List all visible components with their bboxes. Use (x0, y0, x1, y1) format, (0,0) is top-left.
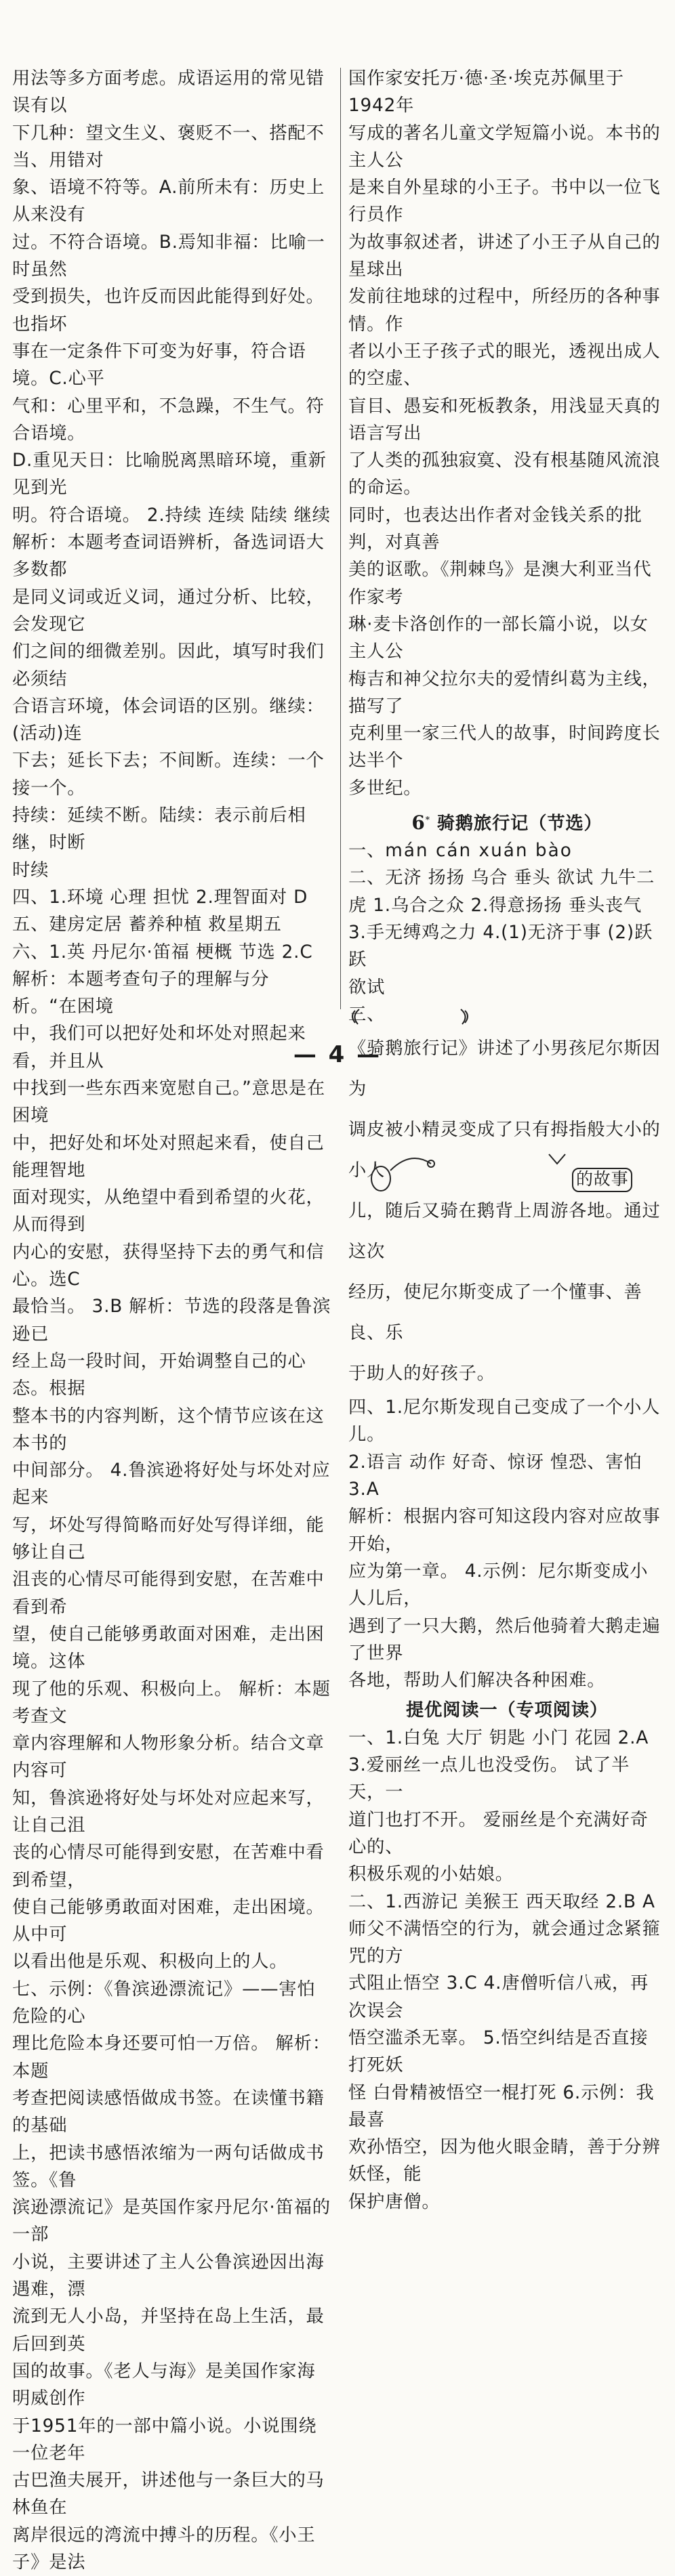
text-line: 整本书的内容判断，这个情节应该在这本书的 (12, 1406, 325, 1454)
text-line: 合语言环境，体会词语的区别。继续：(活动)连 (12, 696, 325, 744)
left-column (12, 65, 332, 2576)
mark-line: 于助人的好孩子。 (348, 1364, 495, 1385)
page-number: — 4 — (293, 1041, 382, 1068)
answer-line: 3.手无缚鸡之力 4.(1)无济于事 (2)跃跃 (348, 922, 653, 971)
answer-line: 应为第一章。 4.示例：尼尔斯变成小人儿后， (348, 1561, 649, 1609)
right-column-intro (348, 65, 666, 802)
text-line: 经上岛一段时间，开始调整自己的心态。根据 (12, 1351, 306, 1399)
text-line: 师父不满悟空的行为，就会通过念紧箍咒的方 (348, 1918, 661, 1967)
text-line: 现了他的乐观、积极向上。 解析：本题考查文 (12, 1678, 331, 1727)
section-6-q4 (348, 1394, 666, 1694)
text-line: 保护唐僧。 (348, 2191, 441, 2212)
reading-section-answers (348, 1725, 666, 2216)
text-line: 积极乐观的小姑娘。 (348, 1864, 514, 1885)
text-line: 内心的安慰，获得坚持下去的勇气和信心。选C (12, 1242, 325, 1290)
text-line: 式阻止悟空 3.C 4.唐僧听信八戒，再次误会 (348, 1973, 649, 2021)
text-line: 滨逊漂流记》是英国作家丹尼尔·笛福的一部 (12, 2197, 331, 2245)
reading-section-title: 提优阅读一（专项阅读） (405, 1699, 609, 1721)
text-line: 梅吉和神父拉尔夫的爱情纠葛为主线，描写了 (348, 669, 661, 717)
answer-line: 二、无济 扬扬 乌合 垂头 欲试 九牛二 (348, 868, 655, 889)
text-line: 四、1.环境 心理 担忧 2.理智面对 D (12, 887, 308, 908)
text-line: 五、建房定居 蓄养种植 救星期五 (12, 914, 282, 935)
text-line: 受到损失，也许反而因此能得到好处。也指坏 (12, 287, 325, 335)
text-line: 考查把阅读感悟做成书签。在读懂书籍的基础 (12, 2088, 325, 2136)
text-line: 面对现实，从绝望中看到希望的火花，从而得到 (12, 1187, 325, 1236)
text-line: 流到无人小岛，并坚持在岛上生活，最后回到英 (12, 2306, 325, 2355)
text-line: 多世纪。 (348, 778, 422, 799)
insert-mark-box: 的故事 (572, 1168, 632, 1192)
text-line: 中间部分。 4.鲁滨逊将好处与坏处对应起来 (12, 1460, 331, 1508)
text-line: 3.爱丽丝一点儿也没受伤。 试了半天，一 (348, 1755, 630, 1803)
text-line: 古巴渔夫展开，讲述他与一条巨大的马林鱼在 (12, 2470, 325, 2518)
text-line: 使自己能够勇敢面对困难，走出困境。从中可 (12, 1897, 325, 1945)
answer-line: 欲试 (348, 977, 386, 998)
pinyin-answer: mán cán xuán bào (385, 841, 573, 862)
text-line: 望，使自己能够勇敢面对困难，走出困境。这体 (12, 1624, 325, 1672)
answer-line: 遇到了一只大鹅，然后他骑着大鹅走遍了世界 (348, 1616, 661, 1664)
text-line: 离岸很远的湾流中搏斗的历程。《小王子》是法 (12, 2525, 316, 2573)
mark-line: 《骑鹅旅行记》讲述了小男孩尼尔斯因为 (348, 1038, 661, 1100)
text-line: 明。符合语境。 2.持续 连续 陆续 继续 (12, 505, 331, 526)
text-line: 章内容理解和人物形象分析。结合文章内容可 (12, 1733, 325, 1781)
text-line: 克利里一家三代人的故事，时间跨度长达半个 (348, 723, 661, 772)
text-line: 欢孙悟空，因为他火眼金睛，善于分辨妖怪，能 (348, 2137, 661, 2185)
text-line: 盲目、愚妄和死板教条，用浅显天真的语言写出 (348, 396, 661, 444)
text-line: 国的故事。《老人与海》是美国作家海明威创作 (12, 2361, 316, 2409)
text-line: 者以小王子孩子式的眼光，透视出成人的空虚、 (348, 341, 661, 389)
text-line: 中找到一些东西来宽慰自己。”意思是在困境 (12, 1078, 325, 1126)
text-line: 六、1.英 丹尼尔·笛福 梗概 节选 2.C (12, 942, 313, 963)
text-line: 道门也打不开。 爱丽丝是个充满好奇心的、 (348, 1809, 649, 1857)
text-line: 了人类的孤独寂寞、没有根基随风流浪的命运。 (348, 450, 661, 499)
answer-line: 2.语言 动作 好奇、惊讶 惶恐、害怕 3.A (348, 1452, 642, 1500)
text-line: 们之间的细微差别。因此，填写时我们必须结 (12, 641, 325, 690)
text-line: 二、1.西游记 美猴王 西天取经 2.B A (348, 1891, 655, 1912)
text-line: 用法等多方面考虑。成语运用的常见错误有以 (12, 68, 325, 117)
text-line: 解析：本题考查句子的理解与分析。“在困境 (12, 969, 270, 1017)
answer-line: 虎 1.乌合之众 2.得意扬扬 垂头丧气 (348, 895, 642, 916)
text-line: 写，坏处写得简略而好处写得详细，能够让自己 (12, 1515, 325, 1563)
mark-line: 调皮被小精灵变成了只有拇指般大小的小人 (348, 1120, 661, 1181)
text-line: 发前往地球的过程中，所经历的各种事情。作 (348, 287, 661, 335)
text-line: 是同义词或近义词，通过分析、比较，会发现它 (12, 587, 325, 635)
text-line: 中，我们可以把好处和坏处对照起来看，并且从 (12, 1023, 306, 1072)
mark-line: 经历，使尼尔斯变成了一个懂事、善良、乐 (348, 1282, 642, 1344)
text-line: 是来自外星球的小王子。书中以一位飞行员作 (348, 177, 661, 226)
answer-line: 各地，帮助人们解决各种困难。 (348, 1670, 606, 1691)
text-line: 事在一定条件下可变为好事，符合语境。C.心平 (12, 341, 306, 389)
answer-line: 四、1.尼尔斯发现自己变成了一个小人儿。 (348, 1397, 661, 1445)
text-line: 气和：心里平和，不急躁，不生气。符合语境。 (12, 396, 325, 444)
text-line: 最恰当。 3.B 解析：节选的段落是鲁滨逊已 (12, 1296, 331, 1345)
text-line: 知，鲁滨逊将好处与坏处对应起来写，让自己沮 (12, 1788, 325, 1836)
text-line: 过。不符合语境。B.焉知非福：比喻一时虽然 (12, 232, 325, 280)
text-line: 上，把读书感悟浓缩为一两句话做成书签。《鲁 (12, 2142, 325, 2191)
text-line: 解析：本题考查词语辨析，备选词语大多数都 (12, 532, 325, 580)
right-column (348, 65, 666, 2216)
mark-line: 的故事 儿，随后又骑在鹅背上周游各地。通过这次 (348, 1169, 661, 1263)
text-line: 悟空滥杀无辜。 5.悟空纠结是否直接打死妖 (348, 2027, 649, 2076)
text-line: 国作家安托万·德·圣·埃克苏佩里于1942年 (348, 68, 624, 117)
text-line: 中，把好处和坏处对照起来看，使自己能理智地 (12, 1133, 325, 1181)
answer-line: 一、mán cán xuán bào (348, 841, 573, 862)
answer-line: 三、 (348, 1004, 386, 1025)
text-line: 一、1.白兔 大厅 钥匙 小门 花园 2.A (348, 1727, 649, 1748)
text-line: 美的讴歌。《荆棘鸟》是澳大利亚当代作家考 (348, 559, 652, 608)
column-divider (340, 68, 341, 1009)
text-line: 丧的心情尽可能得到安慰，在苦难中看到希望， (12, 1842, 325, 1891)
answer-line: 解析：根据内容可知这段内容对应故事开始， (348, 1506, 661, 1555)
text-line: 写成的著名儿童文学短篇小说。本书的主人公 (348, 123, 661, 171)
section-6-title: 6* 骑鹅旅行记（节选） (411, 811, 602, 834)
proofreading-exercise (348, 1028, 666, 1394)
text-line: 七、示例：《鲁滨逊漂流记》——害怕危险的心 (12, 1979, 316, 2027)
text-line: 怪 白骨精被悟空一棍打死 6.示例：我最喜 (348, 2082, 655, 2130)
text-line: 时续 (12, 860, 49, 881)
text-line: 以看出他是乐观、积极向上的人。 (12, 1951, 288, 1972)
text-line: 同时，也表达出作者对金钱关系的批判，对真善 (348, 505, 642, 553)
text-line: 下几种：望文生义、褒贬不一、搭配不当、用错对 (12, 123, 325, 171)
text-line: 琳·麦卡洛创作的一部长篇小说，以女主人公 (348, 614, 649, 662)
text-line: 小说，主要讲述了主人公鲁滨逊因出海遇难，漂 (12, 2252, 325, 2300)
text-line: 沮丧的心情尽可能得到安慰，在苦难中看到希 (12, 1569, 325, 1618)
text-line: 理比危险本身还要可怕一万倍。 解析：本题 (12, 2033, 331, 2082)
text-line: 下去；延长下去；不间断。连续：一个接一个。 (12, 751, 325, 799)
text-line: 象、语境不符等。A.前所未有：历史上从来没有 (12, 177, 325, 226)
text-line: 于1951年的一部中篇小说。小说围绕一位老年 (12, 2415, 317, 2464)
text-line: D.重见天日：比喻脱离黑暗环境，重新见到光 (12, 450, 327, 499)
text-line: 持续：延续不断。陆续：表示前后相继，时断 (12, 805, 306, 853)
text-line: 为故事叙述者，讲述了小王子从自己的星球出 (348, 232, 661, 280)
